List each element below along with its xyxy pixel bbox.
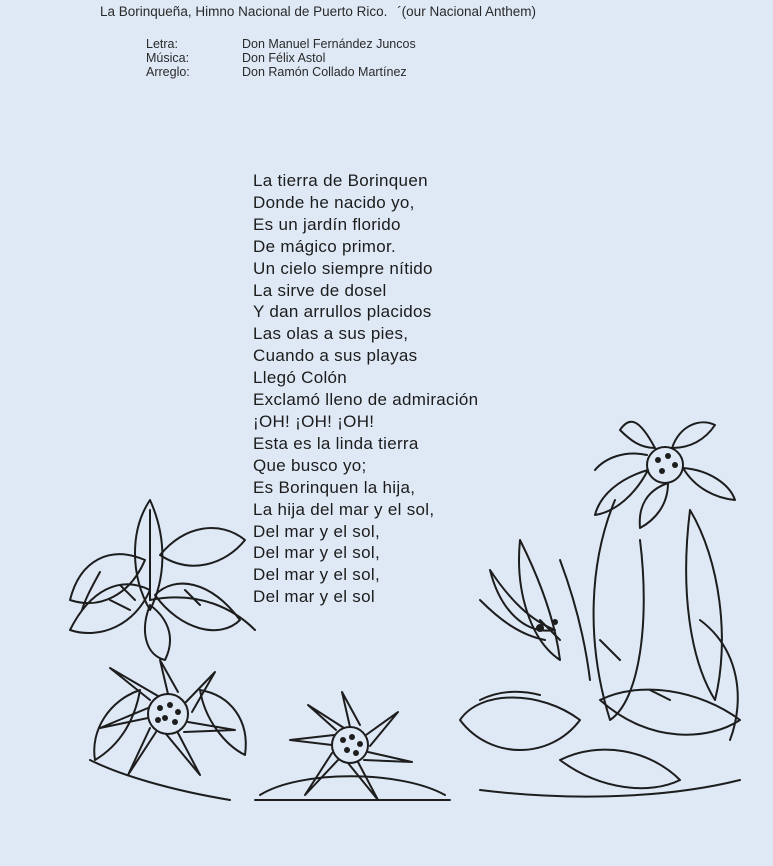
- credit-value: Don Ramón Collado Martínez: [242, 65, 407, 79]
- lyric-line: Del mar y el sol,: [253, 521, 380, 541]
- lyric-line: Es Borinquen la hija,: [253, 477, 416, 497]
- lyric-line: La hija del mar y el sol,: [253, 499, 435, 519]
- lyric-line: Del mar y el sol: [253, 587, 375, 607]
- lyric-line: De mágico primor.: [253, 236, 397, 256]
- lyric-line: Del mar y el sol,: [253, 543, 380, 563]
- poinsettia-icon: [595, 422, 735, 528]
- lyric-line: Que busco yo;: [253, 455, 367, 475]
- sunflower-icon: [255, 692, 450, 800]
- lyrics-block: [253, 170, 478, 608]
- lyric-line: Esta es la linda tierra: [253, 433, 419, 453]
- lyric-line: ¡OH! ¡OH! ¡OH!: [253, 411, 375, 431]
- sunflower-icon: [90, 660, 246, 800]
- credit-label: Arreglo:: [146, 65, 190, 79]
- lyric-line: Las olas a sus pies,: [253, 324, 409, 344]
- credit-label: Música:: [146, 51, 190, 65]
- credit-row-letra: [146, 37, 416, 51]
- lyric-line: Donde he nacido yo,: [253, 192, 415, 212]
- lyric-line: Un cielo siempre nítido: [253, 258, 433, 278]
- lyric-line: Y dan arrullos placidos: [253, 302, 432, 322]
- lyric-line: Cuando a sus playas: [253, 346, 418, 366]
- lyric-line: Exclamó lleno de admiración: [253, 390, 479, 410]
- title-text: La Borinqueña, Himno Nacional de Puerto Rico.: [100, 4, 388, 19]
- lyric-line: Llegó Colón: [253, 368, 348, 388]
- credit-value: Don Félix Astol: [242, 51, 326, 65]
- lyric-line: Del mar y el sol,: [253, 565, 380, 585]
- credits-block: [146, 37, 416, 79]
- page-title: [100, 4, 740, 19]
- credit-label: Letra:: [146, 37, 178, 51]
- lyric-line: Es un jardín florido: [253, 214, 401, 234]
- credit-value: Don Manuel Fernández Juncos: [242, 37, 416, 51]
- title-note: ´(our Nacional Anthem): [397, 4, 536, 19]
- lyric-line: La tierra de Borinquen: [253, 171, 428, 190]
- orchid-flower-icon: [70, 500, 255, 660]
- credit-row-musica: [146, 51, 416, 65]
- credit-row-arreglo: [146, 65, 416, 79]
- leaves-cluster-icon: [460, 500, 740, 797]
- lyric-line: La sirve de dosel: [253, 280, 387, 300]
